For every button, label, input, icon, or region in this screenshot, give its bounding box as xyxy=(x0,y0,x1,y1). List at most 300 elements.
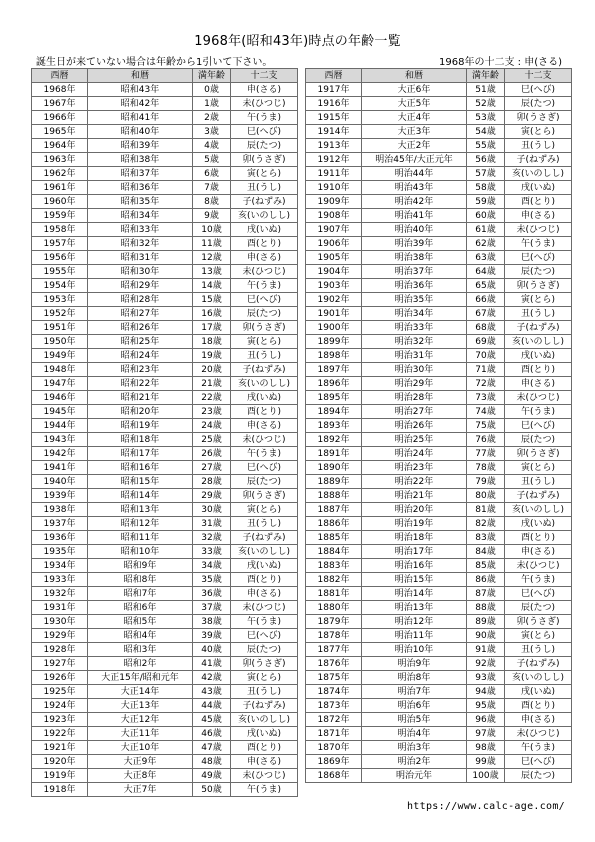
cell-seireki: 1923年 xyxy=(32,713,88,727)
table-row xyxy=(32,237,298,251)
cell-seireki: 1902年 xyxy=(306,293,362,307)
cell-seireki: 1935年 xyxy=(32,545,88,559)
cell-seireki: 1968年 xyxy=(32,83,88,97)
cell-seireki: 1888年 xyxy=(306,489,362,503)
cell-wareki: 昭和28年 xyxy=(88,293,193,307)
cell-wareki: 明治2年 xyxy=(362,755,467,769)
cell-age: 12歳 xyxy=(193,251,231,265)
cell-seireki: 1946年 xyxy=(32,391,88,405)
cell-age: 65歳 xyxy=(467,279,505,293)
cell-seireki: 1927年 xyxy=(32,657,88,671)
table-row xyxy=(32,307,298,321)
cell-wareki: 昭和9年 xyxy=(88,559,193,573)
cell-seireki: 1967年 xyxy=(32,97,88,111)
cell-wareki: 大正9年 xyxy=(88,755,193,769)
table-row xyxy=(32,685,298,699)
cell-seireki: 1937年 xyxy=(32,517,88,531)
header-age: 満年齢 xyxy=(193,69,231,83)
cell-seireki: 1933年 xyxy=(32,573,88,587)
cell-seireki: 1925年 xyxy=(32,685,88,699)
cell-age: 30歳 xyxy=(193,503,231,517)
cell-age: 48歳 xyxy=(193,755,231,769)
cell-wareki: 明治40年 xyxy=(362,223,467,237)
table-row xyxy=(32,727,298,741)
table-row xyxy=(306,377,572,391)
cell-age: 78歳 xyxy=(467,461,505,475)
cell-wareki: 明治35年 xyxy=(362,293,467,307)
cell-eto: 午(うま) xyxy=(231,783,298,797)
cell-eto: 亥(いのしし) xyxy=(231,713,298,727)
cell-wareki: 明治5年 xyxy=(362,713,467,727)
cell-age: 80歳 xyxy=(467,489,505,503)
cell-age: 10歳 xyxy=(193,223,231,237)
cell-age: 98歳 xyxy=(467,741,505,755)
cell-age: 68歳 xyxy=(467,321,505,335)
cell-age: 56歳 xyxy=(467,153,505,167)
cell-age: 49歳 xyxy=(193,769,231,783)
table-row xyxy=(306,615,572,629)
cell-eto: 子(ねずみ) xyxy=(231,363,298,377)
cell-age: 44歳 xyxy=(193,699,231,713)
cell-wareki: 昭和20年 xyxy=(88,405,193,419)
cell-wareki: 昭和37年 xyxy=(88,167,193,181)
cell-seireki: 1887年 xyxy=(306,503,362,517)
cell-seireki: 1934年 xyxy=(32,559,88,573)
cell-wareki: 明治10年 xyxy=(362,643,467,657)
cell-eto: 未(ひつじ) xyxy=(505,223,572,237)
cell-age: 82歳 xyxy=(467,517,505,531)
cell-eto: 子(ねずみ) xyxy=(505,153,572,167)
cell-seireki: 1909年 xyxy=(306,195,362,209)
cell-age: 27歳 xyxy=(193,461,231,475)
cell-seireki: 1924年 xyxy=(32,699,88,713)
cell-age: 19歳 xyxy=(193,349,231,363)
cell-seireki: 1941年 xyxy=(32,461,88,475)
cell-seireki: 1877年 xyxy=(306,643,362,657)
cell-wareki: 明治31年 xyxy=(362,349,467,363)
cell-eto: 酉(とり) xyxy=(505,195,572,209)
table-row xyxy=(32,671,298,685)
table-row xyxy=(32,363,298,377)
cell-eto: 申(さる) xyxy=(505,377,572,391)
cell-seireki: 1910年 xyxy=(306,181,362,195)
cell-eto: 亥(いのしし) xyxy=(231,545,298,559)
cell-wareki: 明治42年 xyxy=(362,195,467,209)
table-row xyxy=(32,153,298,167)
header-row xyxy=(306,69,572,83)
cell-eto: 酉(とり) xyxy=(505,699,572,713)
cell-age: 70歳 xyxy=(467,349,505,363)
table-row xyxy=(32,657,298,671)
cell-age: 71歳 xyxy=(467,363,505,377)
cell-wareki: 大正6年 xyxy=(362,83,467,97)
cell-eto: 亥(いのしし) xyxy=(231,209,298,223)
table-row xyxy=(32,503,298,517)
cell-age: 97歳 xyxy=(467,727,505,741)
cell-eto: 子(ねずみ) xyxy=(505,657,572,671)
cell-seireki: 1944年 xyxy=(32,419,88,433)
cell-seireki: 1901年 xyxy=(306,307,362,321)
cell-wareki: 昭和5年 xyxy=(88,615,193,629)
cell-wareki: 昭和19年 xyxy=(88,419,193,433)
cell-wareki: 昭和31年 xyxy=(88,251,193,265)
cell-age: 7歳 xyxy=(193,181,231,195)
cell-seireki: 1872年 xyxy=(306,713,362,727)
cell-seireki: 1885年 xyxy=(306,531,362,545)
cell-seireki: 1892年 xyxy=(306,433,362,447)
table-row xyxy=(32,181,298,195)
cell-wareki: 明治32年 xyxy=(362,335,467,349)
cell-age: 32歳 xyxy=(193,531,231,545)
table-row xyxy=(32,531,298,545)
cell-wareki: 明治6年 xyxy=(362,699,467,713)
cell-wareki: 昭和4年 xyxy=(88,629,193,643)
table-row xyxy=(306,209,572,223)
cell-eto: 卯(うさぎ) xyxy=(231,657,298,671)
cell-age: 86歳 xyxy=(467,573,505,587)
cell-wareki: 昭和24年 xyxy=(88,349,193,363)
cell-eto: 申(さる) xyxy=(231,587,298,601)
cell-wareki: 大正14年 xyxy=(88,685,193,699)
cell-seireki: 1915年 xyxy=(306,111,362,125)
cell-wareki: 昭和43年 xyxy=(88,83,193,97)
cell-seireki: 1890年 xyxy=(306,461,362,475)
cell-wareki: 明治24年 xyxy=(362,447,467,461)
table-row xyxy=(32,447,298,461)
cell-age: 21歳 xyxy=(193,377,231,391)
cell-age: 36歳 xyxy=(193,587,231,601)
table-row xyxy=(306,489,572,503)
cell-seireki: 1895年 xyxy=(306,391,362,405)
cell-wareki: 明治43年 xyxy=(362,181,467,195)
cell-eto: 寅(とら) xyxy=(505,461,572,475)
cell-age: 45歳 xyxy=(193,713,231,727)
table-row xyxy=(32,433,298,447)
cell-wareki: 昭和41年 xyxy=(88,111,193,125)
table-row xyxy=(306,475,572,489)
cell-age: 77歳 xyxy=(467,447,505,461)
cell-age: 72歳 xyxy=(467,377,505,391)
cell-seireki: 1930年 xyxy=(32,615,88,629)
table-row xyxy=(306,391,572,405)
cell-eto: 辰(たつ) xyxy=(505,601,572,615)
cell-seireki: 1894年 xyxy=(306,405,362,419)
cell-age: 64歳 xyxy=(467,265,505,279)
cell-eto: 子(ねずみ) xyxy=(505,321,572,335)
table-row xyxy=(306,279,572,293)
table-row xyxy=(32,97,298,111)
table-row xyxy=(306,349,572,363)
table-row xyxy=(306,573,572,587)
table-row xyxy=(32,713,298,727)
table-row xyxy=(32,573,298,587)
cell-eto: 寅(とら) xyxy=(505,293,572,307)
cell-wareki: 昭和26年 xyxy=(88,321,193,335)
cell-eto: 酉(とり) xyxy=(505,363,572,377)
table-row xyxy=(306,307,572,321)
cell-age: 42歳 xyxy=(193,671,231,685)
table-row xyxy=(32,545,298,559)
table-row xyxy=(32,517,298,531)
cell-age: 3歳 xyxy=(193,125,231,139)
cell-seireki: 1940年 xyxy=(32,475,88,489)
cell-wareki: 明治14年 xyxy=(362,587,467,601)
cell-seireki: 1897年 xyxy=(306,363,362,377)
cell-age: 95歳 xyxy=(467,699,505,713)
cell-eto: 丑(うし) xyxy=(505,139,572,153)
cell-wareki: 明治29年 xyxy=(362,377,467,391)
cell-wareki: 明治34年 xyxy=(362,307,467,321)
cell-eto: 卯(うさぎ) xyxy=(231,489,298,503)
cell-age: 52歳 xyxy=(467,97,505,111)
cell-seireki: 1938年 xyxy=(32,503,88,517)
cell-age: 5歳 xyxy=(193,153,231,167)
table-row xyxy=(32,349,298,363)
table-row xyxy=(306,755,572,769)
cell-seireki: 1921年 xyxy=(32,741,88,755)
cell-age: 14歳 xyxy=(193,279,231,293)
cell-seireki: 1959年 xyxy=(32,209,88,223)
table-row xyxy=(306,223,572,237)
cell-seireki: 1881年 xyxy=(306,587,362,601)
cell-age: 8歳 xyxy=(193,195,231,209)
table-body-left xyxy=(32,83,298,797)
cell-wareki: 大正12年 xyxy=(88,713,193,727)
cell-wareki: 明治7年 xyxy=(362,685,467,699)
cell-eto: 卯(うさぎ) xyxy=(231,321,298,335)
header-row xyxy=(32,69,298,83)
cell-eto: 辰(たつ) xyxy=(231,139,298,153)
table-row xyxy=(306,643,572,657)
table-row xyxy=(32,741,298,755)
cell-eto: 亥(いのしし) xyxy=(505,671,572,685)
cell-age: 24歳 xyxy=(193,419,231,433)
cell-seireki: 1963年 xyxy=(32,153,88,167)
cell-seireki: 1966年 xyxy=(32,111,88,125)
cell-seireki: 1884年 xyxy=(306,545,362,559)
cell-wareki: 昭和16年 xyxy=(88,461,193,475)
table-row xyxy=(32,223,298,237)
cell-wareki: 明治4年 xyxy=(362,727,467,741)
cell-wareki: 明治21年 xyxy=(362,489,467,503)
cell-eto: 亥(いのしし) xyxy=(505,503,572,517)
table-row xyxy=(32,643,298,657)
cell-seireki: 1911年 xyxy=(306,167,362,181)
site-url[interactable]: https://www.calc-age.com/ xyxy=(406,801,565,812)
cell-eto: 卯(うさぎ) xyxy=(231,153,298,167)
table-row xyxy=(306,181,572,195)
cell-eto: 子(ねずみ) xyxy=(231,195,298,209)
cell-seireki: 1957年 xyxy=(32,237,88,251)
cell-seireki: 1886年 xyxy=(306,517,362,531)
cell-seireki: 1870年 xyxy=(306,741,362,755)
cell-age: 83歳 xyxy=(467,531,505,545)
cell-seireki: 1908年 xyxy=(306,209,362,223)
cell-wareki: 大正15年/昭和元年 xyxy=(88,671,193,685)
table-row xyxy=(306,111,572,125)
cell-age: 58歳 xyxy=(467,181,505,195)
table-row xyxy=(32,125,298,139)
cell-age: 31歳 xyxy=(193,517,231,531)
table-row xyxy=(306,153,572,167)
cell-wareki: 大正2年 xyxy=(362,139,467,153)
table-row xyxy=(306,293,572,307)
table-row xyxy=(306,531,572,545)
cell-eto: 巳(へび) xyxy=(231,629,298,643)
cell-wareki: 明治15年 xyxy=(362,573,467,587)
header-eto: 十二支 xyxy=(231,69,298,83)
cell-wareki: 大正10年 xyxy=(88,741,193,755)
cell-wareki: 昭和39年 xyxy=(88,139,193,153)
cell-seireki: 1880年 xyxy=(306,601,362,615)
table-row xyxy=(32,279,298,293)
cell-eto: 辰(たつ) xyxy=(505,769,572,783)
cell-wareki: 明治22年 xyxy=(362,475,467,489)
cell-seireki: 1907年 xyxy=(306,223,362,237)
table-body-right xyxy=(306,83,572,783)
cell-seireki: 1889年 xyxy=(306,475,362,489)
table-row xyxy=(306,545,572,559)
table-row xyxy=(306,447,572,461)
cell-seireki: 1956年 xyxy=(32,251,88,265)
cell-age: 43歳 xyxy=(193,685,231,699)
table-row xyxy=(306,251,572,265)
cell-eto: 卯(うさぎ) xyxy=(505,279,572,293)
table-row xyxy=(306,601,572,615)
cell-seireki: 1965年 xyxy=(32,125,88,139)
cell-eto: 丑(うし) xyxy=(231,685,298,699)
cell-age: 6歳 xyxy=(193,167,231,181)
cell-seireki: 1904年 xyxy=(306,265,362,279)
table-row xyxy=(306,125,572,139)
cell-wareki: 明治11年 xyxy=(362,629,467,643)
table-row xyxy=(306,713,572,727)
cell-seireki: 1964年 xyxy=(32,139,88,153)
header-wareki: 和暦 xyxy=(362,69,467,83)
cell-wareki: 明治38年 xyxy=(362,251,467,265)
cell-wareki: 昭和23年 xyxy=(88,363,193,377)
cell-age: 0歳 xyxy=(193,83,231,97)
cell-eto: 巳(へび) xyxy=(505,83,572,97)
cell-wareki: 明治27年 xyxy=(362,405,467,419)
cell-eto: 午(うま) xyxy=(231,111,298,125)
page-title: 1968年(昭和43年)時点の年齢一覧 xyxy=(194,34,401,49)
cell-age: 35歳 xyxy=(193,573,231,587)
cell-eto: 酉(とり) xyxy=(231,573,298,587)
cell-wareki: 昭和11年 xyxy=(88,531,193,545)
table-row xyxy=(32,111,298,125)
cell-wareki: 昭和2年 xyxy=(88,657,193,671)
cell-age: 66歳 xyxy=(467,293,505,307)
cell-eto: 酉(とり) xyxy=(231,237,298,251)
cell-wareki: 昭和29年 xyxy=(88,279,193,293)
table-row xyxy=(32,377,298,391)
table-row xyxy=(32,265,298,279)
cell-age: 62歳 xyxy=(467,237,505,251)
cell-seireki: 1900年 xyxy=(306,321,362,335)
cell-age: 76歳 xyxy=(467,433,505,447)
cell-eto: 巳(へび) xyxy=(505,587,572,601)
table-row xyxy=(32,629,298,643)
table-row xyxy=(32,321,298,335)
header-seireki: 西暦 xyxy=(32,69,88,83)
table-row xyxy=(32,615,298,629)
cell-seireki: 1868年 xyxy=(306,769,362,783)
table-row xyxy=(32,83,298,97)
table-row xyxy=(306,727,572,741)
cell-age: 79歳 xyxy=(467,475,505,489)
cell-eto: 戌(いぬ) xyxy=(505,349,572,363)
table-row xyxy=(306,83,572,97)
cell-eto: 辰(たつ) xyxy=(231,307,298,321)
table-row xyxy=(306,363,572,377)
cell-seireki: 1906年 xyxy=(306,237,362,251)
cell-age: 25歳 xyxy=(193,433,231,447)
cell-eto: 未(ひつじ) xyxy=(505,559,572,573)
table-row xyxy=(32,461,298,475)
cell-eto: 寅(とら) xyxy=(231,335,298,349)
cell-age: 59歳 xyxy=(467,195,505,209)
cell-eto: 丑(うし) xyxy=(231,349,298,363)
cell-eto: 午(うま) xyxy=(505,573,572,587)
table-row xyxy=(32,475,298,489)
cell-wareki: 明治45年/大正元年 xyxy=(362,153,467,167)
cell-wareki: 昭和14年 xyxy=(88,489,193,503)
cell-age: 16歳 xyxy=(193,307,231,321)
table-row xyxy=(32,419,298,433)
table-row xyxy=(32,209,298,223)
cell-seireki: 1945年 xyxy=(32,405,88,419)
cell-eto: 子(ねずみ) xyxy=(231,699,298,713)
cell-age: 54歳 xyxy=(467,125,505,139)
cell-eto: 申(さる) xyxy=(231,755,298,769)
cell-age: 23歳 xyxy=(193,405,231,419)
table-row xyxy=(306,699,572,713)
cell-age: 81歳 xyxy=(467,503,505,517)
cell-eto: 丑(うし) xyxy=(231,181,298,195)
cell-eto: 辰(たつ) xyxy=(505,265,572,279)
cell-eto: 巳(へび) xyxy=(505,755,572,769)
cell-age: 41歳 xyxy=(193,657,231,671)
table-row xyxy=(306,195,572,209)
cell-wareki: 明治13年 xyxy=(362,601,467,615)
cell-eto: 巳(へび) xyxy=(505,419,572,433)
cell-seireki: 1922年 xyxy=(32,727,88,741)
cell-eto: 寅(とら) xyxy=(231,503,298,517)
cell-wareki: 大正4年 xyxy=(362,111,467,125)
table-row xyxy=(32,601,298,615)
cell-wareki: 昭和32年 xyxy=(88,237,193,251)
cell-wareki: 大正5年 xyxy=(362,97,467,111)
cell-wareki: 昭和15年 xyxy=(88,475,193,489)
cell-wareki: 大正3年 xyxy=(362,125,467,139)
cell-eto: 亥(いのしし) xyxy=(505,335,572,349)
cell-wareki: 明治37年 xyxy=(362,265,467,279)
cell-eto: 寅(とら) xyxy=(505,629,572,643)
cell-eto: 戌(いぬ) xyxy=(505,181,572,195)
cell-wareki: 明治3年 xyxy=(362,741,467,755)
cell-seireki: 1896年 xyxy=(306,377,362,391)
cell-wareki: 大正11年 xyxy=(88,727,193,741)
header-age: 満年齢 xyxy=(467,69,505,83)
cell-eto: 丑(うし) xyxy=(505,475,572,489)
cell-seireki: 1931年 xyxy=(32,601,88,615)
cell-eto: 午(うま) xyxy=(231,447,298,461)
cell-wareki: 明治12年 xyxy=(362,615,467,629)
table-row xyxy=(32,335,298,349)
table-row xyxy=(32,755,298,769)
cell-age: 33歳 xyxy=(193,545,231,559)
